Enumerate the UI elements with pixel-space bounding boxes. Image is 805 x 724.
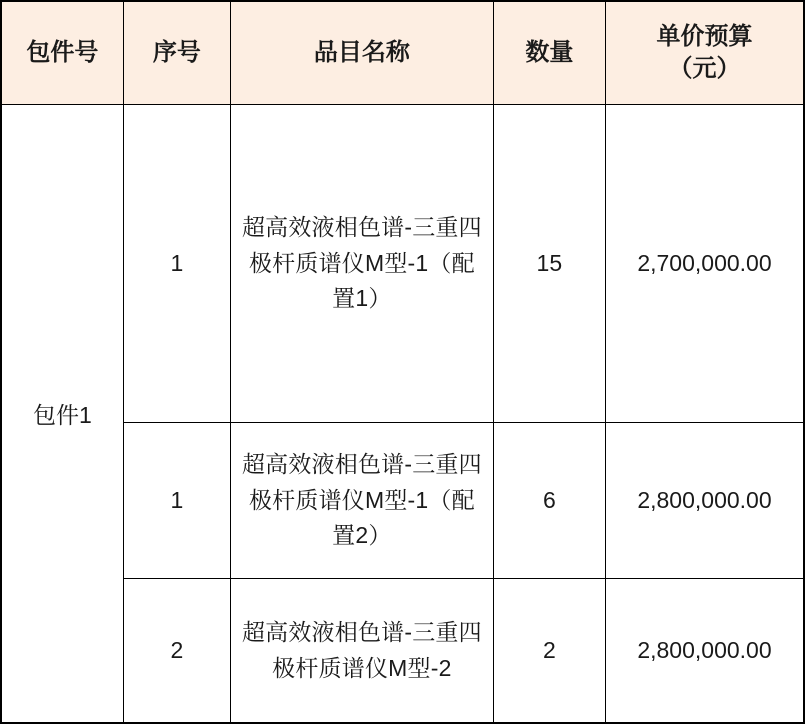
column-header-unit-budget-line2: （元） (668, 55, 741, 82)
table-header-row (1, 1, 804, 105)
quantity-cell: 15 (493, 105, 605, 423)
seq-cell: 1 (123, 423, 230, 579)
column-header-item-name: 品目名称 (231, 1, 494, 105)
item-name-cell: 超高效液相色谱-三重四极杆质谱仪M型-1（配置1） (231, 105, 494, 423)
table-body (1, 105, 804, 724)
quantity-cell: 6 (493, 423, 605, 579)
unit-budget-cell: 2,800,000.00 (605, 423, 804, 579)
column-header-quantity: 数量 (493, 1, 605, 105)
column-header-seq: 序号 (123, 1, 230, 105)
column-header-unit-budget (605, 1, 804, 105)
package-cell: 包件1 (1, 105, 123, 724)
seq-cell: 2 (123, 579, 230, 724)
table-header (1, 1, 804, 105)
item-name-cell: 超高效液相色谱-三重四极杆质谱仪M型-1（配置2） (231, 423, 494, 579)
unit-budget-cell: 2,700,000.00 (605, 105, 804, 423)
table-row (1, 105, 804, 423)
unit-budget-cell: 2,800,000.00 (605, 579, 804, 724)
seq-cell: 1 (123, 105, 230, 423)
item-name-cell: 超高效液相色谱-三重四极杆质谱仪M型-2 (231, 579, 494, 724)
column-header-package: 包件号 (1, 1, 123, 105)
quantity-cell: 2 (493, 579, 605, 724)
column-header-unit-budget-line1: 单价预算 (656, 22, 753, 50)
